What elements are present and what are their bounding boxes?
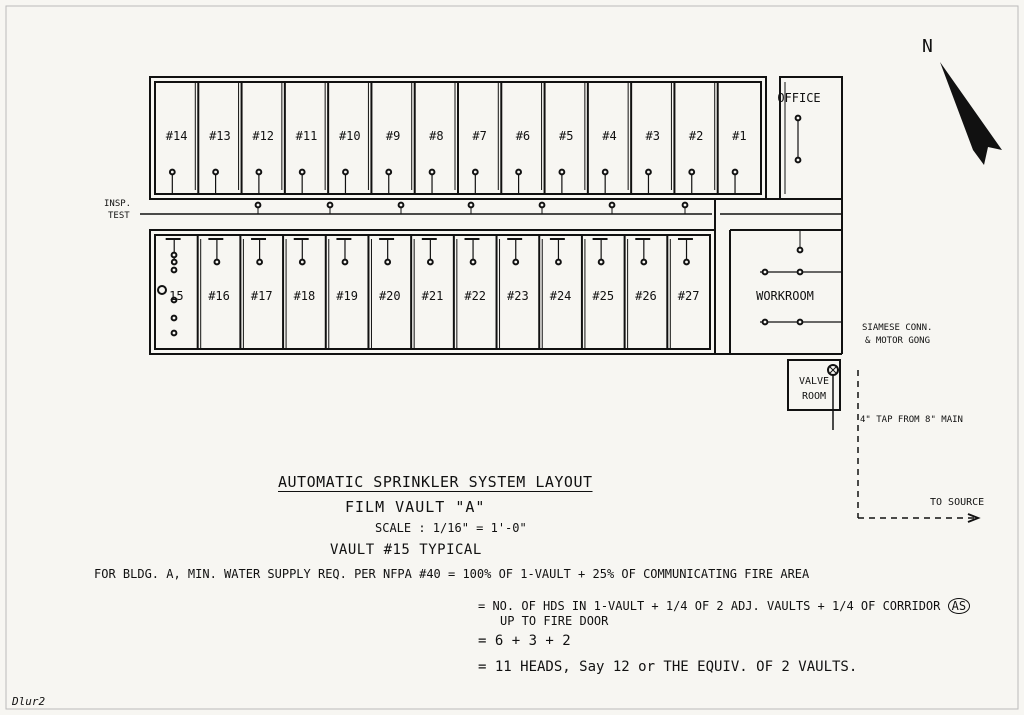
drawing-scale: SCALE : 1/16" = 1'-0" [375,521,527,535]
sprinkler-head [798,270,803,275]
sprinkler-head [796,158,801,163]
sprinkler-head [343,260,348,265]
sprinkler-head [300,260,305,265]
vault-label-top: #14 [165,129,188,143]
vault-label-bottom: 15 [169,289,184,303]
vault-label-top: #9 [385,129,401,143]
sprinkler-head [300,170,305,175]
vault-label-bottom: #24 [549,289,572,303]
sprinkler-head [796,116,801,121]
sprinkler-head [257,260,262,265]
siamese-label-1: SIAMESE CONN. [862,323,933,333]
sprinkler-head [556,260,561,265]
office-label: OFFICE [777,91,821,105]
sprinkler-head [328,203,333,208]
typical-note: VAULT #15 TYPICAL [330,542,482,558]
vault-label-bottom: #23 [507,289,529,303]
workroom-label: WORKROOM [756,289,814,303]
heads-result: = 11 HEADS, Say 12 or THE EQUIV. OF 2 VAULTS. [478,659,858,675]
sprinkler-head [684,260,689,265]
sprinkler-head [430,170,435,175]
vault-label-top: #10 [338,129,361,143]
sprinkler-head [610,203,615,208]
vault-label-top: #2 [688,129,704,143]
valve-symbol-icon [158,286,166,294]
vault-label-bottom: #19 [336,289,358,303]
sprinkler-head [399,203,404,208]
signature: Dlur2 [12,695,46,708]
vault-label-top: #7 [472,129,487,143]
sprinkler-head [172,316,177,321]
sprinkler-head [256,203,261,208]
sprinkler-head [428,260,433,265]
vault-label-top: #11 [295,129,318,143]
siamese-label-2: & MOTOR GONG [865,336,931,346]
sprinkler-head [172,268,177,273]
sprinkler-head [170,170,175,175]
sprinkler-head [172,253,177,258]
sprinkler-head [469,203,474,208]
sprinkler-head [215,260,220,265]
insp-label-1: INSP. [104,199,132,209]
drawing-title: AUTOMATIC SPRINKLER SYSTEM LAYOUT [278,473,593,491]
insp-label-2: TEST [108,211,130,221]
vault-label-top: #1 [732,129,747,143]
sprinkler-head [559,170,564,175]
water-supply-note: FOR BLDG. A, MIN. WATER SUPPLY REQ. PER NFPA #40 = 100% OF 1-VAULT + 25% OF COMMUNICATING FIRE AREA [94,567,810,581]
north-arrow-icon [922,36,1002,165]
vault-label-bottom: #18 [293,289,316,303]
tap-label: 4" TAP FROM 8" MAIN [860,415,963,425]
sprinkler-head [343,170,348,175]
sprinkler-head [471,260,476,265]
vault-label-top: #6 [515,129,531,143]
vault-label-top: #8 [429,129,444,143]
sprinkler-head [683,203,688,208]
vault-label-top: #13 [209,129,231,143]
north-label: N [922,36,933,57]
sprinkler-head [599,260,604,265]
vault-label-bottom: #16 [208,289,230,303]
sprinkler-head [641,260,646,265]
circled-as: AS [948,598,970,614]
vault-label-top: #5 [558,129,574,143]
sprinkler-head [256,170,261,175]
sprinkler-head [172,260,177,265]
sprinkler-head [172,331,177,336]
sprinkler-head [516,170,521,175]
valve-room-label-2: ROOM [801,391,827,402]
source-label: TO SOURCE [930,497,985,508]
sprinkler-head [540,203,545,208]
heads-formula-text: = NO. OF HDS IN 1-VAULT + 1/4 OF 2 ADJ. VAULTS + 1/4 OF CORRIDOR [478,599,941,613]
sprinkler-head [386,170,391,175]
vault-label-bottom: #26 [635,289,657,303]
valve-room-label-1: VALVE [798,376,830,387]
drawing-subtitle: FILM VAULT "A" [345,498,486,516]
vault-label-bottom: #17 [250,289,273,303]
vault-label-bottom: #21 [421,289,444,303]
sprinkler-head [603,170,608,175]
heads-formula [478,598,970,614]
sprinkler-head [798,320,803,325]
sprinkler-head [213,170,218,175]
vault-label-top: #12 [252,129,275,143]
sprinkler-head [473,170,478,175]
sprinkler-head [513,260,518,265]
heads-sum: = 6 + 3 + 2 [478,633,571,649]
vault-label-bottom: #22 [464,289,487,303]
vault-label-bottom: #27 [677,289,700,303]
sprinkler-head [763,320,768,325]
sprinkler-head [689,170,694,175]
sprinkler-head [733,170,738,175]
vault-label-bottom: #25 [592,289,615,303]
fire-door-note: UP TO FIRE DOOR [500,614,609,628]
vault-label-bottom: #20 [378,289,401,303]
sprinkler-head [763,270,768,275]
vault-label-top: #4 [602,129,617,143]
sprinkler-head [385,260,390,265]
vault-label-top: #3 [645,129,661,143]
sprinkler-head [646,170,651,175]
sprinkler-head [798,248,803,253]
